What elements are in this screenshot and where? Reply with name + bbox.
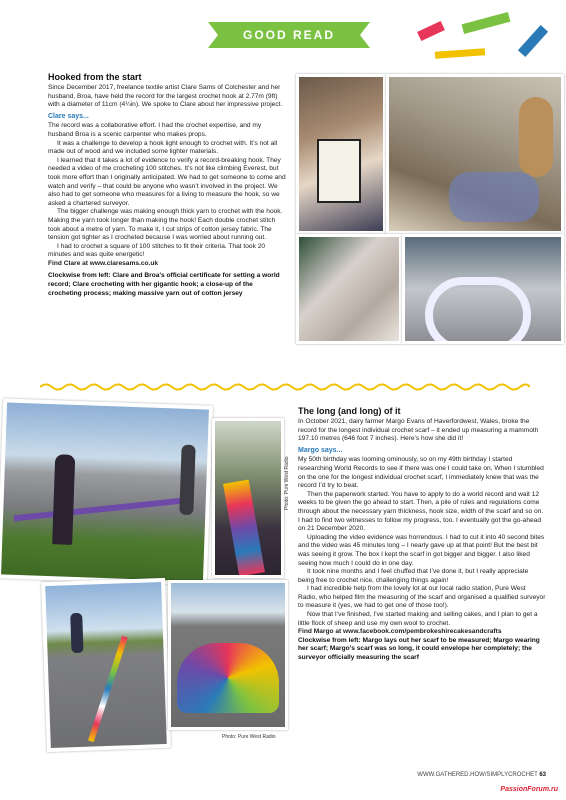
scarf-line-image <box>88 636 128 742</box>
paragraph: Uploading the video evidence was horrendous. I had to cut it into 40 second bites and the video was 45 minutes long – I nearly gave up at that point! But the best bit was seeing it grow. The box I kept the scarf in got bigger and bigger. I also liked seeing how much I could do in one day. <box>298 533 545 567</box>
paragraph: It took nine months and I feel chuffed that I’ve done it, but I really appreciate being free to crochet nice, challenging things again! <box>298 568 529 584</box>
photo-wearing-scarf-frame <box>212 418 284 578</box>
photo-credit-vertical: Photo: Pure West Radio <box>284 456 290 510</box>
find-link[interactable]: Find Clare at www.claresams.co.uk <box>48 259 159 267</box>
page-footer <box>417 772 546 778</box>
paragraph: I had to crochet a square of 100 stitches to fit their criteria. That took 20 minutes and was quite energetic! <box>48 242 266 259</box>
paragraph: I had incredible help from the lovely lot at our local radio station, Pure West Radio, who helped film the measuring of the scarf and organised a qualified surveyor to measure it (yes, we had to get one of those too!). <box>298 585 546 610</box>
paragraph: It was a challenge to develop a hook light enough to crochet with. It’s not all made out of wood and we included some lighter materials. <box>48 139 278 156</box>
photo-wearing-scarf <box>215 421 281 575</box>
photo-making-yarn <box>405 237 561 341</box>
footer-url: WWW.GATHERED.HOW/SIMPLYCROCHET <box>417 772 538 778</box>
article-hooked <box>48 72 288 298</box>
photo-credit: Photo: Pure West Radio <box>222 734 276 740</box>
paragraph: I learned that it takes a lot of evidence to verify a record-breaking hook. They needed a video of me crocheting 100 stitches. It’s not like climbing Everest, but took more effort than I originally anticipated. We had to get someone to come and watch and verify – that could be anyone who wasn’t involved in the project. We also had to get someone who measures for a living to measure the hook, so we asked a chartered surveyor. <box>48 156 286 207</box>
confetti-strip <box>435 48 485 58</box>
photo-surveyor <box>45 582 167 748</box>
scarf-line-image <box>14 497 194 522</box>
confetti-strip <box>417 21 445 41</box>
says-label: Margo says... <box>298 446 343 454</box>
photo-closeup <box>299 237 399 341</box>
photo-laying-scarf-frame <box>0 398 213 585</box>
photo-laying-scarf <box>1 403 209 582</box>
yarn-loops-image <box>425 277 531 341</box>
article-intro: In October 2021, dairy farmer Margo Evans of Haverfordwest, Wales, broke the record for the longest individual crochet scarf – it ended up measuring a mammoth 197.10 metres (646 foot 7 inches). Here’s how she did it! <box>298 418 539 443</box>
photo-crocheting-hook <box>389 77 561 231</box>
photo-yarn-frame <box>402 234 564 344</box>
article-intro: Since December 2017, freelance textile artist Clare Sams of Colchester and her husband, Broa, have held the record for the largest crochet hook at 2.77m (9ft) with a diameter of 11cm (4¼in). We spoke to Clare about her impressive project. <box>48 84 283 109</box>
photo-caption: Clockwise from left: Margo lays out her scarf to be measured; Margo wearing her scarf; Margo’s scarf was so long, it could envelope her completely; the surveyor officially measuring the scarf <box>298 636 540 662</box>
photo-certificate-frame <box>296 74 386 234</box>
scarf-pile-image <box>177 643 279 713</box>
photo-enveloped <box>171 583 285 727</box>
confetti-strip <box>518 25 548 57</box>
certificate-image <box>317 139 361 203</box>
photo-closeup-frame <box>296 234 402 344</box>
photo-certificate <box>299 77 383 231</box>
paragraph: The record was a collaborative effort. I had the crochet expertise, and my husband Broa is a scenic carpenter who makes props. <box>48 122 262 138</box>
photo-caption: Clockwise from left: Clare and Broa’s official certificate for setting a world record; Clare crocheting with her gigantic hook; a close-up of the crocheting process; making massive yarn out of cotton jersey <box>48 272 280 297</box>
photo-crocheting-frame <box>386 74 564 234</box>
hook-image <box>519 97 553 177</box>
person-image <box>52 454 75 545</box>
says-label: Clare says... <box>48 112 89 120</box>
find-link[interactable]: Find Margo at www.facebook.com/pembrokeshirecakesandcrafts <box>298 628 502 636</box>
photo-enveloped-frame <box>168 580 288 730</box>
paragraph: Now that I’ve finished, I’ve started making and selling cakes, and I plan to get a little flock of sheep and use my own wool to crochet. <box>298 611 538 627</box>
yarn-image <box>449 172 539 222</box>
scarf-image <box>223 479 265 575</box>
article-long-scarf <box>298 406 546 663</box>
person-image <box>179 445 195 515</box>
person-image <box>70 613 83 653</box>
article-title: The long (and long) of it <box>298 406 401 416</box>
banner-label: GOOD READ <box>242 28 335 42</box>
wavy-divider <box>40 382 530 392</box>
paragraph: The bigger challenge was making enough thick yarn to crochet with the hook. Making the yarn took longer than making the hook! Each double crochet stitch took about a metre of yarn. To make it, I cut strips of cotton jersey fabric. The tension got tighter as I crocheted because I was worried about running out. <box>48 208 283 242</box>
article-title: Hooked from the start <box>48 72 142 82</box>
paragraph: My 50th birthday was looming ominously, so on my 49th birthday I started researching World Records to see if there was one I could take on. When I stumbled on the one for the longest individual crochet scarf, I immediately knew that was the record I’d try to beat. <box>298 456 544 490</box>
watermark: PassionForum.ru <box>500 786 558 793</box>
page-number: 63 <box>539 772 546 778</box>
photo-surveyor-frame <box>41 578 171 752</box>
section-banner <box>218 22 360 48</box>
paragraph: Then the paperwork started. You have to apply to do a world record and wait 12 weeks to be given the go ahead to start. Then, a pile of rules and regulations come through about the necessary yarn thickness, hook size, width of the scarf and so on. I had to find two witnesses to follow my progress, too. I eventually got the go-ahead on 21 December 2020. <box>298 490 544 533</box>
confetti-strip <box>462 12 511 34</box>
